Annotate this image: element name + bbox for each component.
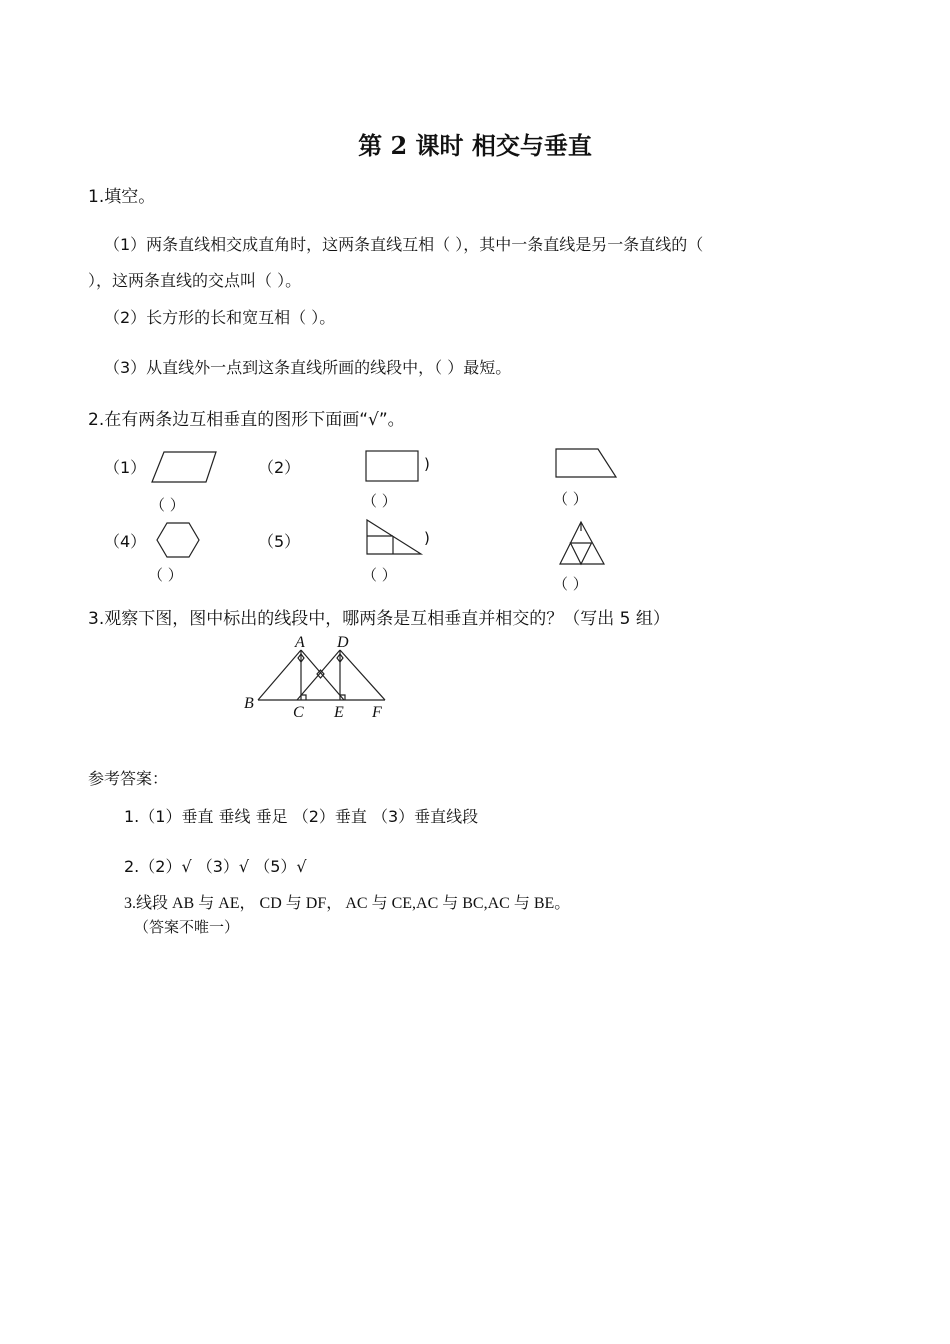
- segment-ab: [258, 650, 301, 700]
- q2-blank-6[interactable]: （ ）: [553, 575, 588, 593]
- right-angle-mark-center: [317, 670, 324, 678]
- q1-item-1-line1: （1）两条直线相交成直角时，这两条直线互相（ ），其中一条直线是另一条直线的（: [104, 235, 704, 254]
- right-angle-mark-c: [301, 695, 306, 700]
- hexagon-figure: [155, 521, 201, 561]
- q2-label-1: （1）: [104, 458, 147, 477]
- point-label-e: E: [334, 704, 344, 721]
- parallelogram-figure: [150, 450, 220, 486]
- q2-blank-1[interactable]: （ ）: [150, 496, 185, 514]
- q2-blank-5[interactable]: （ ）: [362, 566, 397, 584]
- triangle-in-triangle-figure: [556, 520, 610, 568]
- rectangle-figure: [365, 450, 421, 484]
- q2-blank-4[interactable]: （ ）: [148, 566, 183, 584]
- q2-stray-paren-1: ): [424, 455, 430, 473]
- answers-heading: 参考答案：: [88, 769, 169, 788]
- segment-df: [340, 650, 385, 700]
- q2-label-5: （5）: [258, 532, 301, 551]
- answer-3: 3.线段 AB 与 AE， CD 与 DF， AC 与 CE,AC 与 BC,AC 与 BE。: [124, 895, 571, 912]
- point-label-a: A: [295, 634, 305, 651]
- page-title: 第 2 课时 相交与垂直: [358, 131, 592, 160]
- q1-item-1-line2: ），这两条直线的交点叫（ ）。: [88, 271, 302, 290]
- geometry-figure: [240, 632, 400, 722]
- q3-heading: 3.观察下图，图中标出的线段中，哪两条是互相垂直并相交的？（写出 5 组）: [88, 609, 670, 629]
- q2-blank-2[interactable]: （ ）: [362, 492, 397, 510]
- q1-item-3: （3）从直线外一点到这条直线所画的线段中，（ ）最短。: [104, 358, 512, 377]
- q2-label-2: （2）: [258, 458, 301, 477]
- answer-2: 2.（2）√ （3）√ （5）√: [124, 857, 307, 876]
- q2-heading: 2.在有两条边互相垂直的图形下面画“√”。: [88, 410, 405, 430]
- q1-item-2: （2）长方形的长和宽互相（ ）。: [104, 308, 336, 327]
- right-trapezoid-figure: [554, 447, 620, 481]
- answer-3-note: （答案不唯一）: [134, 918, 240, 936]
- point-label-d: D: [337, 634, 349, 651]
- q2-blank-3[interactable]: （ ）: [553, 490, 588, 508]
- point-label-b: B: [244, 695, 254, 712]
- q1-heading: 1.填空。: [88, 187, 156, 207]
- point-label-c: C: [293, 704, 304, 721]
- point-label-f: F: [372, 704, 382, 721]
- right-triangle-figure: [365, 518, 425, 558]
- q2-label-4: （4）: [104, 532, 147, 551]
- answer-1: 1.（1）垂直 垂线 垂足 （2）垂直 （3）垂直线段: [124, 807, 479, 826]
- q2-stray-paren-2: ): [424, 529, 430, 547]
